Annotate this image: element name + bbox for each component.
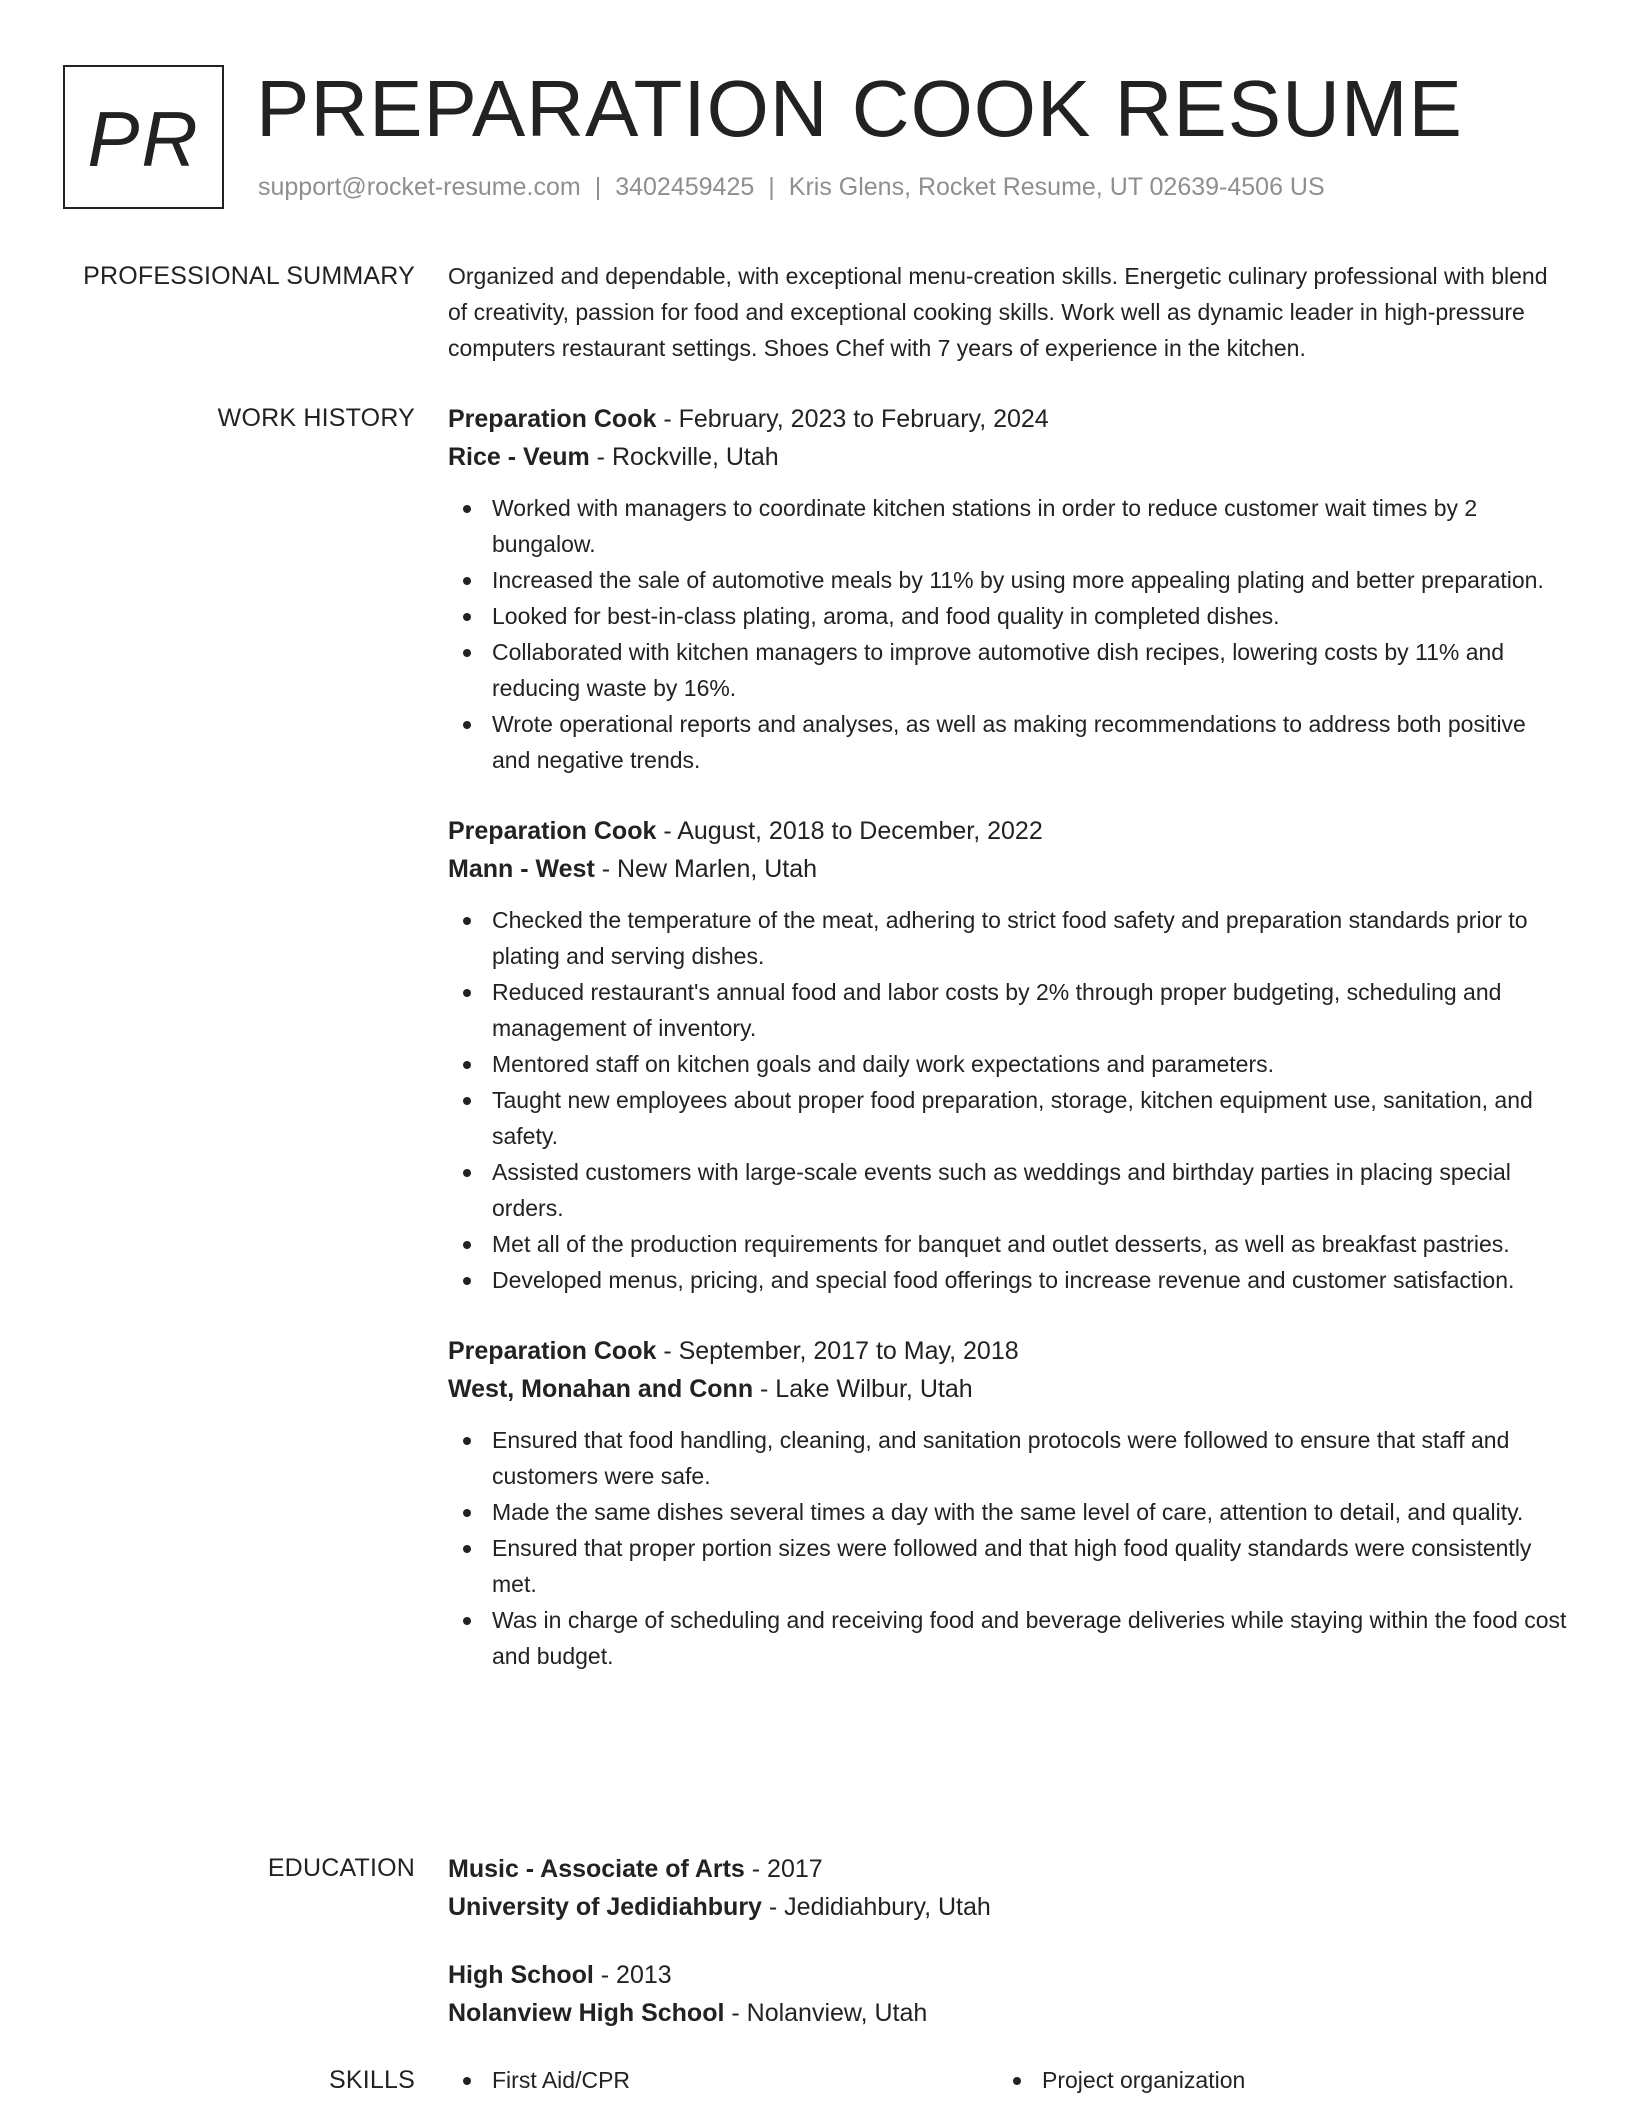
list-item: Mentored staff on kitchen goals and daily work expectations and parameters. [448,1046,1568,1082]
contact-separator: | [594,173,602,201]
job-company-line [448,1370,1568,1408]
skill-item: Project organization [998,2062,1548,2098]
education-degree-line [448,1956,1568,1994]
job-company: Mann - West [448,855,595,883]
list-item: Developed menus, pricing, and special food offerings to increase revenue and customer satisfaction. [448,1262,1568,1298]
education-school: University of Jedidiahbury [448,1893,762,1921]
job-title: Preparation Cook [448,405,657,433]
education-school: Nolanview High School [448,1999,725,2027]
list-item: Was in charge of scheduling and receiving food and beverage deliveries while staying within the food cost and budget. [448,1602,1568,1674]
summary-section [0,258,1632,400]
education-location: - Jedidiahbury, Utah [761,1893,991,1921]
skills-column-right [998,2062,1548,2098]
resume-content [0,258,1632,2112]
job-title-line [448,400,1568,438]
education-year: - 2017 [744,1855,823,1883]
list-item: Assisted customers with large-scale events such as weddings and birthday parties in placing special orders. [448,1154,1568,1226]
education-entry [448,1850,1568,1926]
job-location: - Rockville, Utah [589,443,779,471]
section-label-education: EDUCATION [267,1854,415,1882]
list-item: Collaborated with kitchen managers to improve automotive dish recipes, lowering costs by 11% and reducing waste by 16%. [448,634,1568,706]
resume-header [63,65,1563,210]
job-company: West, Monahan and Conn [448,1375,754,1403]
summary-text: Organized and dependable, with exceptional menu-creation skills. Energetic culinary professional with blend of creativity, passion for food and exceptional cooking skills. Work well as dynamic leader in high-pressure computers restaurant settings. Shoes Chef with 7 years of experience in the kitchen. [448,263,1548,361]
list-item: Worked with managers to coordinate kitchen stations in order to reduce customer wait times by 2 bungalow. [448,490,1568,562]
section-label-work-history: WORK HISTORY [217,404,415,432]
education-entry [448,1956,1568,2032]
job-company: Rice - Veum [448,443,590,471]
job-company-line [448,438,1568,476]
job-entry [448,400,1568,778]
contact-phone: 3402459425 [615,173,755,201]
section-label-summary: PROFESSIONAL SUMMARY [83,262,415,290]
job-location: - Lake Wilbur, Utah [753,1375,973,1403]
education-school-line [448,1888,1568,1926]
education-degree-line [448,1850,1568,1888]
list-item: Wrote operational reports and analyses, as well as making recommendations to address both positive and negative trends. [448,706,1568,778]
job-dates: - February, 2023 to February, 2024 [656,405,1049,433]
monogram-logo: PR [63,65,224,209]
skills-section [0,2062,1632,2112]
contact-address: Kris Glens, Rocket Resume, UT 02639-4506 US [788,173,1325,201]
job-title: Preparation Cook [448,817,657,845]
list-item: Checked the temperature of the meat, adhering to strict food safety and preparation standards prior to plating and serving dishes. [448,902,1568,974]
list-item: Met all of the production requirements for banquet and outlet desserts, as well as breakfast pastries. [448,1226,1568,1262]
job-company-line [448,850,1568,888]
list-item: Increased the sale of automotive meals by 11% by using more appealing plating and better preparation. [448,562,1568,598]
education-degree: High School [448,1961,594,1989]
job-title-line [448,1332,1568,1370]
skill-item: First Aid/CPR [448,2062,998,2098]
job-entry [448,812,1568,1298]
education-location: - Nolanview, Utah [724,1999,928,2027]
job-title: Preparation Cook [448,1337,657,1365]
skills-column-left [448,2062,998,2098]
education-section [0,1850,1632,2062]
job-bullets [448,902,1568,1298]
job-dates: - August, 2018 to December, 2022 [656,817,1043,845]
list-item: Ensured that food handling, cleaning, and sanitation protocols were followed to ensure that staff and customers were safe. [448,1422,1568,1494]
skills-grid [448,2062,1568,2098]
job-dates: - September, 2017 to May, 2018 [656,1337,1019,1365]
job-location: - New Marlen, Utah [594,855,818,883]
page-title: PREPARATION COOK RESUME [256,64,1463,153]
job-title-line [448,812,1568,850]
contact-email: support@rocket-resume.com [258,173,581,201]
work-history-section [0,400,1632,1850]
list-item: Made the same dishes several times a day with the same level of care, attention to detail, and quality. [448,1494,1568,1530]
list-item: Taught new employees about proper food preparation, storage, kitchen equipment use, sanitation, and safety. [448,1082,1568,1154]
job-bullets [448,490,1568,778]
contact-line [258,173,1325,202]
list-item: Ensured that proper portion sizes were followed and that high food quality standards were consistently met. [448,1530,1568,1602]
education-degree: Music - Associate of Arts [448,1855,745,1883]
list-item: Looked for best-in-class plating, aroma, and food quality in completed dishes. [448,598,1568,634]
education-year: - 2013 [593,1961,672,1989]
contact-separator: | [768,173,775,201]
list-item: Reduced restaurant's annual food and labor costs by 2% through proper budgeting, scheduling and management of inventory. [448,974,1568,1046]
job-entry [448,1332,1568,1674]
job-bullets [448,1422,1568,1674]
section-label-skills: SKILLS [329,2066,415,2094]
education-school-line [448,1994,1568,2032]
